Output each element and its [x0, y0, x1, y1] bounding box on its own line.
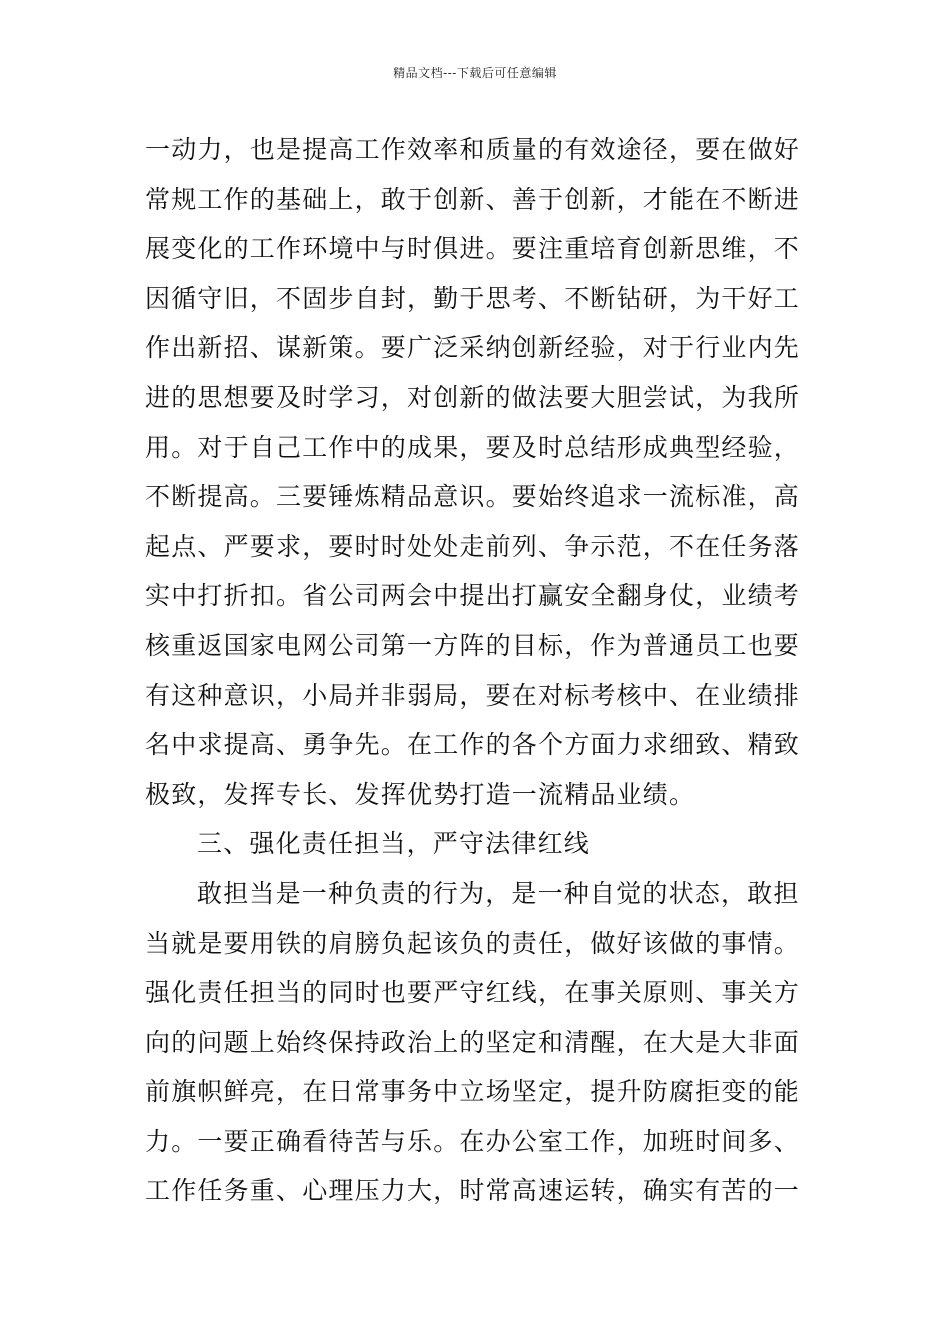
- paragraph-first-line: 敢担当是一种负责的行为，是一种自觉的状态，敢担: [197, 878, 800, 908]
- text-line: 用。对于自己工作中的成果，要及时总结形成典型经验，: [145, 432, 801, 462]
- text-line: 有这种意识，小局并非弱局，要在对标考核中、在业绩排: [145, 680, 801, 710]
- text-line: 因循守旧，不固步自封，勤于思考、不断钻研，为干好工: [145, 283, 801, 313]
- text-line: 实中打折扣。省公司两会中提出打赢安全翻身仗，业绩考: [145, 581, 801, 611]
- text-line: 展变化的工作环境中与时俱进。要注重培育创新思维，不: [145, 234, 801, 264]
- text-line: 名中求提高、勇争先。在工作的各个方面力求细致、精致: [145, 730, 801, 760]
- text-line: 工作任务重、心理压力大，时常高速运转，确实有苦的一: [145, 1176, 801, 1206]
- text-line: 极致，发挥专长、发挥优势打造一流精品业绩。: [145, 779, 696, 809]
- text-line: 作出新招、谋新策。要广泛采纳创新经验，对于行业内先: [145, 333, 801, 363]
- text-line: 强化责任担当的同时也要严守红线，在事关原则、事关方: [145, 978, 801, 1008]
- section-heading: 三、强化责任担当，严守法律红线: [197, 829, 591, 859]
- text-line: 起点、严要求，要时时处处走前列、争示范，不在任务落: [145, 531, 801, 561]
- text-line: 前旗帜鲜亮，在日常事务中立场坚定，提升防腐拒变的能: [145, 1077, 801, 1107]
- text-line: 当就是要用铁的肩膀负起该负的责任，做好该做的事情。: [145, 928, 801, 958]
- text-line: 向的问题上始终保持政治上的坚定和清醒，在大是大非面: [145, 1027, 801, 1057]
- text-line: 一动力，也是提高工作效率和质量的有效途径，要在做好: [145, 135, 801, 164]
- text-line: 核重返国家电网公司第一方阵的目标，作为普通员工也要: [145, 630, 801, 660]
- document-body: [145, 125, 810, 1216]
- text-line: 力。一要正确看待苦与乐。在办公室工作，加班时间多、: [145, 1126, 801, 1156]
- text-line: 进的思想要及时学习，对创新的做法要大胆尝试，为我所: [145, 382, 801, 412]
- text-line: 常规工作的基础上，敢于创新、善于创新，才能在不断进: [145, 184, 801, 214]
- page-header: 精品文档---下载后可任意编辑: [393, 66, 557, 80]
- text-line: 不断提高。三要锤炼精品意识。要始终追求一流标准，高: [145, 482, 801, 512]
